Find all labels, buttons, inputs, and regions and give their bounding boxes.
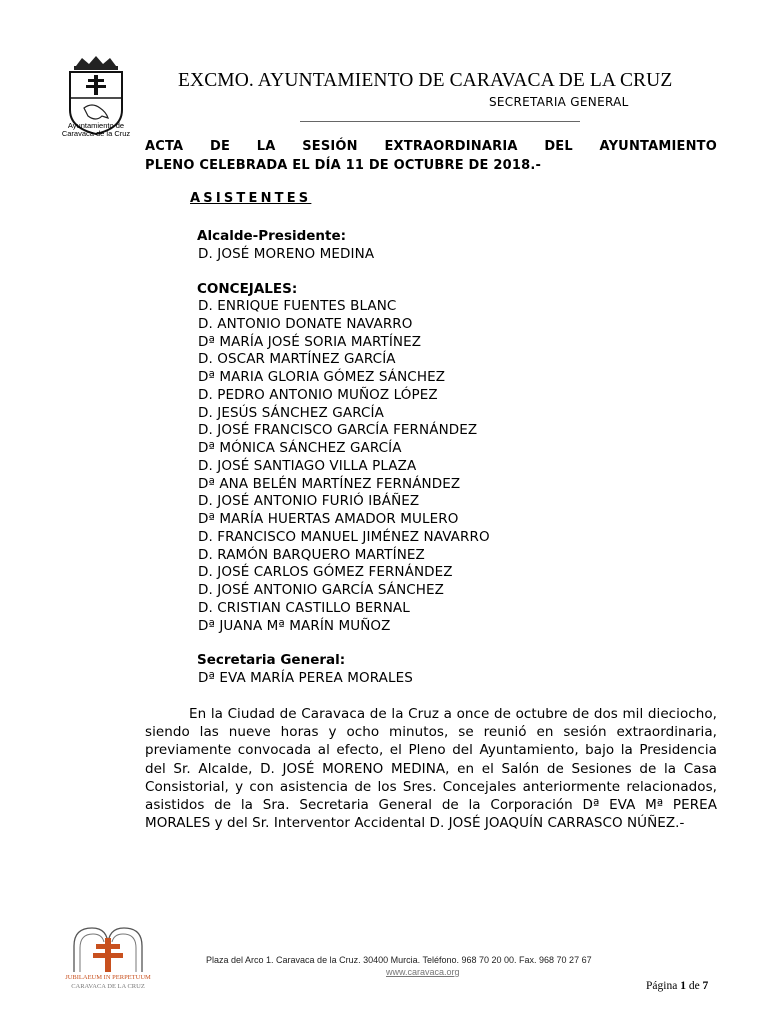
crest-caption-line2: Caravaca de la Cruz xyxy=(61,129,131,138)
concejales-list xyxy=(198,298,490,635)
list-item: D. JOSÉ SANTIAGO VILLA PLAZA xyxy=(198,457,417,474)
header-divider xyxy=(300,121,580,122)
list-item: D. JOSÉ ANTONIO GARCÍA SÁNCHEZ xyxy=(198,582,445,598)
page-label: Página xyxy=(646,980,678,992)
list-item: Dª MARÍA HUERTAS AMADOR MULERO xyxy=(198,511,459,527)
footer-logo-text-line2: CARAVACA DE LA CRUZ xyxy=(71,983,145,990)
secretaria-heading: Secretaria General: xyxy=(197,652,346,668)
list-item: D. PEDRO ANTONIO MUÑOZ LÓPEZ xyxy=(198,386,438,403)
header-title: EXCMO. AYUNTAMIENTO DE CARAVACA DE LA CRUZ xyxy=(178,70,673,91)
page-number xyxy=(646,980,708,992)
body-paragraph: En la Ciudad de Caravaca de la Cruz a once de octubre de dos mil dieciocho, siendo las nueve horas y ocho minutos, se reunió en sesión extraordinaria, previamente convocada al efecto, el Pleno del Ayuntamiento, bajo la Presidencia del Sr. Alcalde, D. JOSÉ MORENO MEDINA, en el Salón de Sesiones de la Casa Consistorial, y con asistencia de los Sres. Concejales anteriormente relacionados, asistidos de la Sra. Secretaria General de la Corporación Dª EVA Mª PEREA MORALES y del Sr. Interventor Accidental D. JOSÉ JOAQUÍN CARRASCO NÚÑEZ.- xyxy=(145,706,717,832)
list-item: D. JOSÉ CARLOS GÓMEZ FERNÁNDEZ xyxy=(198,564,453,581)
header-subtitle: SECRETARIA GENERAL xyxy=(489,95,629,109)
document-title-line2: PLENO CELEBRADA EL DÍA 11 DE OCTUBRE DE 2018.- xyxy=(145,158,542,173)
list-item: D. JOSÉ ANTONIO FURIÓ IBÁÑEZ xyxy=(198,493,420,510)
list-item: Dª MARIA GLORIA GÓMEZ SÁNCHEZ xyxy=(198,369,446,385)
footer-logo-text-line1: JUBILAEUM IN PERPETUUM xyxy=(65,974,151,981)
list-item: D. ENRIQUE FUENTES BLANC xyxy=(198,298,397,314)
page-current: 1 xyxy=(680,980,686,992)
alcalde-heading: Alcalde-Presidente: xyxy=(197,228,347,244)
list-item: Dª MÓNICA SÁNCHEZ GARCÍA xyxy=(198,440,402,456)
list-item: D. RAMÓN BARQUERO MARTÍNEZ xyxy=(198,546,425,563)
list-item: D. FRANCISCO MANUEL JIMÉNEZ NAVARRO xyxy=(198,528,490,545)
footer-website-link[interactable]: www.caravaca.org xyxy=(386,967,460,977)
secretaria-name: Dª EVA MARÍA PEREA MORALES xyxy=(198,670,413,686)
footer-address: Plaza del Arco 1. Caravaca de la Cruz. 30400 Murcia. Teléfono. 968 70 20 00. Fax. 968 70 27 67 xyxy=(206,955,592,965)
document-title-line1: ACTA DE LA SESIÓN EXTRAORDINARIA DEL AYUNTAMIENTO xyxy=(145,139,717,154)
concejales-heading: CONCEJALES: xyxy=(197,281,298,297)
page-of: de xyxy=(688,980,700,992)
crest-caption-line1: Ayuntamiento de xyxy=(67,121,125,130)
list-item: Dª JUANA Mª MARÍN MUÑOZ xyxy=(198,617,391,634)
alcalde-name: D. JOSÉ MORENO MEDINA xyxy=(198,246,375,262)
asistentes-heading: ASISTENTES xyxy=(190,191,312,206)
list-item: D. JOSÉ FRANCISCO GARCÍA FERNÁNDEZ xyxy=(198,422,478,439)
list-item: D. OSCAR MARTÍNEZ GARCÍA xyxy=(198,351,396,368)
list-item: Dª ANA BELÉN MARTÍNEZ FERNÁNDEZ xyxy=(198,475,461,492)
list-item: Dª MARÍA JOSÉ SORIA MARTÍNEZ xyxy=(198,333,422,350)
list-item: D. CRISTIAN CASTILLO BERNAL xyxy=(198,599,410,616)
list-item: D. ANTONIO DONATE NAVARRO xyxy=(198,315,413,332)
page-total: 7 xyxy=(702,980,709,992)
list-item: D. JESÚS SÁNCHEZ GARCÍA xyxy=(198,404,384,421)
